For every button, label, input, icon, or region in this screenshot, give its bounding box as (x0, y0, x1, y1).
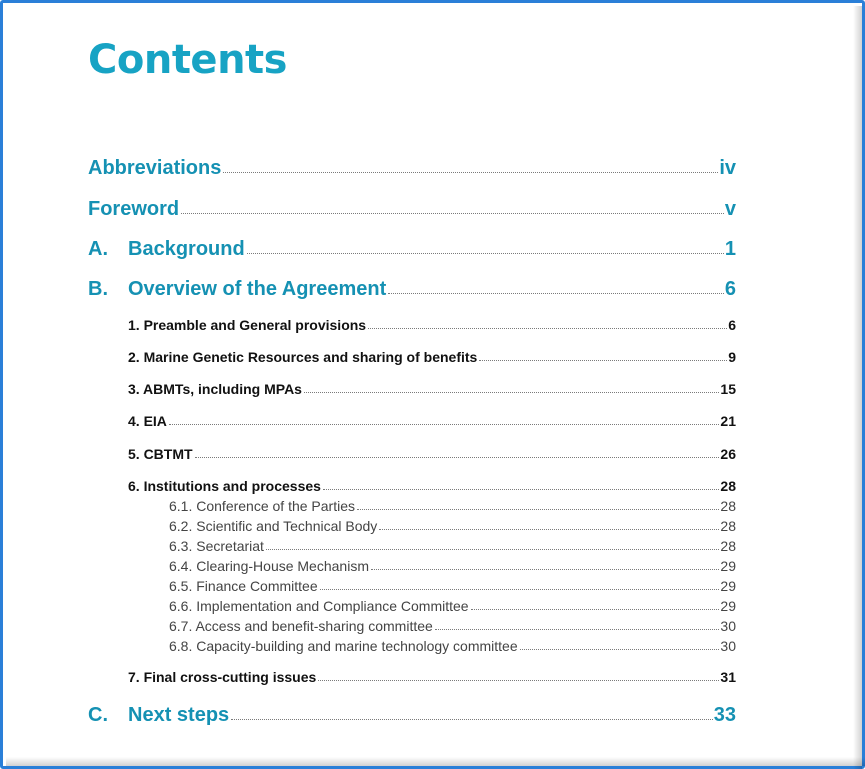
toc-label: 6.8. Capacity-building and marine technology committee (169, 638, 518, 654)
toc-entry-next-steps[interactable] (88, 704, 736, 727)
toc-page-number: 1 (724, 238, 736, 260)
page-title: Contents (88, 37, 287, 83)
toc-page-number: 9 (728, 349, 736, 365)
dot-leader (388, 293, 724, 294)
toc-label: 6.2. Scientific and Technical Body (169, 518, 378, 534)
toc-label: Next steps (128, 704, 230, 726)
toc-label: Overview of the Agreement (128, 278, 387, 300)
toc-label: 6.3. Secretariat (169, 538, 264, 554)
toc-entry-section-3[interactable] (128, 381, 736, 397)
dot-leader (323, 489, 719, 490)
toc-entry-subsection-6-5[interactable] (169, 578, 736, 594)
toc-page-number: 33 (713, 704, 736, 726)
toc-entry-subsection-6-4[interactable] (169, 558, 736, 574)
dot-leader (181, 213, 724, 214)
dot-leader (435, 629, 720, 630)
toc-page-number: 30 (720, 618, 736, 634)
toc-page-number: iv (719, 157, 736, 179)
dot-leader (231, 719, 713, 720)
dot-leader (195, 457, 720, 458)
dot-leader (320, 589, 720, 590)
toc-page-number: 29 (720, 598, 736, 614)
toc-entry-section-7[interactable] (128, 669, 736, 685)
dot-leader (520, 649, 720, 650)
dot-leader (223, 172, 718, 173)
dot-leader (471, 609, 720, 610)
toc-label: Background (128, 238, 245, 260)
dot-leader (247, 253, 724, 254)
toc-label: 1. Preamble and General provisions (128, 317, 367, 333)
toc-entry-section-2[interactable] (128, 349, 736, 365)
toc-label: Abbreviations (88, 157, 222, 179)
toc-label: 2. Marine Genetic Resources and sharing of benefits (128, 349, 478, 365)
toc-page-number: 31 (720, 669, 736, 685)
toc-page-number: 6 (724, 278, 736, 300)
toc-label: 4. EIA (128, 413, 167, 429)
toc-entry-subsection-6-1[interactable] (169, 498, 736, 514)
toc-entry-abbreviations[interactable] (88, 157, 736, 180)
toc-page-number: 30 (720, 638, 736, 654)
frame-shadow-bottom (6, 757, 865, 766)
toc-label: 6.7. Access and benefit-sharing committee (169, 618, 433, 634)
dot-leader (479, 360, 727, 361)
toc-entry-section-6[interactable] (128, 478, 736, 494)
toc-label: 6.5. Finance Committee (169, 578, 318, 594)
toc-page-number: 29 (720, 558, 736, 574)
toc-label: 5. CBTMT (128, 446, 193, 462)
toc-page-number: 28 (720, 498, 736, 514)
toc-label: 6. Institutions and processes (128, 478, 321, 494)
frame-shadow-right (853, 6, 862, 769)
toc-page-number: 6 (728, 317, 736, 333)
dot-leader (304, 392, 719, 393)
toc-label: 6.4. Clearing-House Mechanism (169, 558, 369, 574)
toc-label: Foreword (88, 198, 180, 220)
dot-leader (371, 569, 719, 570)
toc-entry-section-4[interactable] (128, 413, 736, 429)
toc-page-number: v (724, 198, 736, 220)
dot-leader (266, 549, 719, 550)
toc-entry-foreword[interactable] (88, 198, 736, 221)
dot-leader (379, 529, 719, 530)
dot-leader (357, 509, 719, 510)
toc-page-number: 29 (720, 578, 736, 594)
toc-label: 6.1. Conference of the Parties (169, 498, 355, 514)
toc-entry-section-1[interactable] (128, 317, 736, 333)
toc-entry-subsection-6-8[interactable] (169, 638, 736, 654)
toc-page-number: 21 (720, 413, 736, 429)
toc-section-letter: C. (88, 704, 108, 726)
dot-leader (169, 424, 720, 425)
toc-entry-overview[interactable] (88, 278, 736, 301)
toc-entry-subsection-6-7[interactable] (169, 618, 736, 634)
toc-label: 6.6. Implementation and Compliance Committee (169, 598, 469, 614)
toc-label: 3. ABMTs, including MPAs (128, 381, 302, 397)
toc-page-number: 28 (720, 518, 736, 534)
toc-entry-subsection-6-6[interactable] (169, 598, 736, 614)
toc-page-number: 15 (720, 381, 736, 397)
toc-section-letter: A. (88, 238, 108, 260)
dot-leader (368, 328, 727, 329)
dot-leader (318, 680, 719, 681)
toc-label: 7. Final cross-cutting issues (128, 669, 317, 685)
toc-entry-background[interactable] (88, 238, 736, 261)
toc-page-number: 28 (720, 538, 736, 554)
toc-page-number: 28 (720, 478, 736, 494)
toc-entry-subsection-6-3[interactable] (169, 538, 736, 554)
toc-page-number: 26 (720, 446, 736, 462)
toc-entry-section-5[interactable] (128, 446, 736, 462)
contents-page (9, 9, 858, 759)
toc-entry-subsection-6-2[interactable] (169, 518, 736, 534)
toc-section-letter: B. (88, 278, 108, 300)
